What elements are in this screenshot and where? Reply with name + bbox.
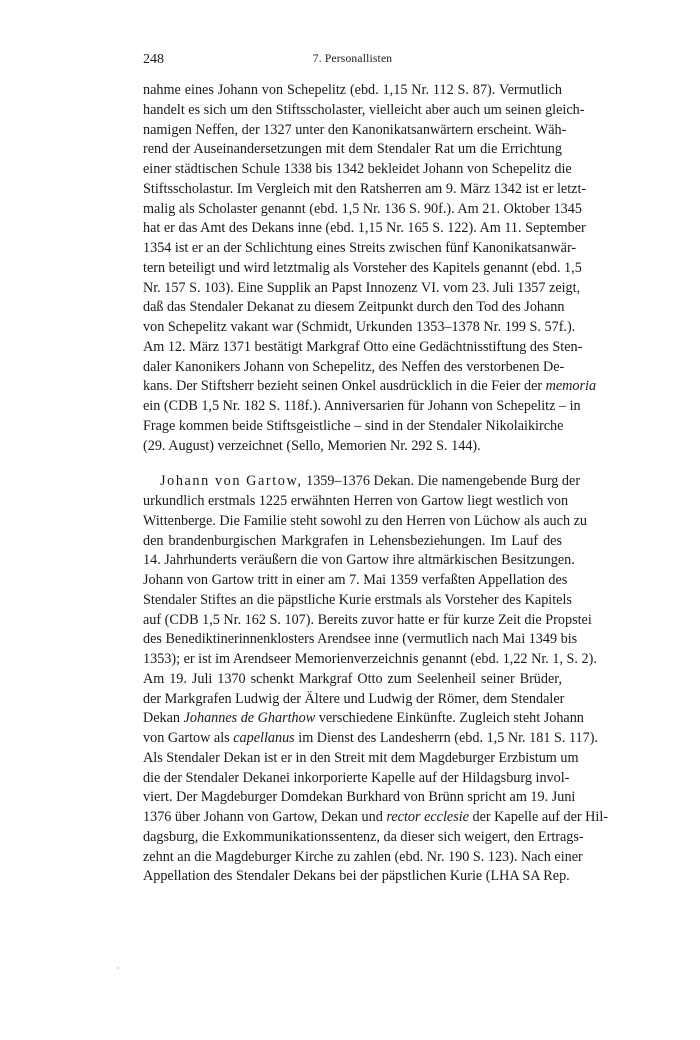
text-line bbox=[143, 377, 597, 397]
text-line: Als Stendaler Dekan ist er in den Streit mit dem Magdeburger Erzbistum um bbox=[143, 749, 579, 766]
text-line bbox=[143, 709, 584, 729]
text-segment: der Kapelle auf der Hil- bbox=[468, 809, 609, 825]
text-line: einer städtischen Schule 1338 bis 1342 bekleidet Johann von Schepelitz die bbox=[143, 161, 572, 177]
text-line: von Schepelitz vakant war (Schmidt, Urkunden 1353–1378 Nr. 199 S. 57f.). bbox=[143, 319, 576, 335]
text-line: (29. August) verzeichnet (Sello, Memorien Nr. 292 S. 144). bbox=[143, 437, 481, 454]
text-line: Stendaler Stiftes an die päpstliche Kurie erstmals als Vorsteher des Kapitels bbox=[143, 591, 572, 608]
text-line: Appellation des Stendaler Dekans bei der päpstlichen Kurie (LHA SA Rep. bbox=[143, 868, 570, 885]
text-line: den brandenburgischen Markgrafen in Lehensbeziehungen. Im Lauf des bbox=[143, 532, 562, 549]
italic-term: rector ecclesie bbox=[386, 809, 469, 825]
text-line: 1353); er ist im Arendseer Memorienverzeichnis genannt (ebd. 1,22 Nr. 1, S. 2). bbox=[143, 651, 597, 667]
text-line: dagsburg, die Exkommunikationssentenz, da dieser sich weigert, den Ertrags- bbox=[143, 828, 584, 845]
running-head: 7. Personallisten bbox=[312, 53, 393, 65]
paragraph-gartow bbox=[143, 472, 609, 887]
text-line: hat er das Amt des Dekans inne (ebd. 1,15 Nr. 165 S. 122). Am 11. September bbox=[143, 220, 586, 237]
text-line: der Markgrafen Ludwig der Ältere und Ludwig der Römer, dem Stendaler bbox=[143, 690, 565, 707]
text-line: zehnt an die Magdeburger Kirche zu zahlen (ebd. Nr. 190 S. 123). Nach einer bbox=[143, 848, 583, 865]
text-line: daß das Stendaler Dekanat zu diesem Zeitpunkt durch den Tod des Johann bbox=[143, 299, 565, 316]
margin-speck bbox=[117, 967, 119, 969]
text-line: Wittenberge. Die Familie steht sowohl zu den Herren von Lüchow als auch zu bbox=[143, 512, 587, 529]
page-header bbox=[143, 52, 562, 70]
text-segment: von Gartow als bbox=[143, 730, 234, 746]
text-line: auf (CDB 1,5 Nr. 162 S. 107). Bereits zuvor hatte er für kurze Zeit die Propstei bbox=[143, 611, 592, 628]
text-line: viert. Der Magdeburger Domdekan Burkhard von Brünn spricht am 19. Juni bbox=[143, 789, 576, 806]
text-line: Nr. 157 S. 103). Eine Supplik an Papst Innozenz VI. vom 23. Juli 1357 zeigt, bbox=[143, 279, 581, 296]
text-line bbox=[143, 729, 598, 749]
italic-term: capellanus bbox=[233, 730, 295, 746]
entry-name: Johann von Gartow, bbox=[160, 473, 303, 490]
text-line: Am 12. März 1371 bestätigt Markgraf Otto eine Gedächtnisstiftung des Sten- bbox=[143, 338, 583, 355]
text-line: urkundlich erstmals 1225 erwähnten Herren von Gartow liegt westlich von bbox=[143, 493, 569, 509]
paragraph-schepelitz bbox=[143, 81, 597, 456]
text-segment: 1359–1376 Dekan. Die namengebende Burg der bbox=[302, 473, 581, 490]
text-segment: 1376 über Johann von Gartow, Dekan und bbox=[143, 809, 387, 825]
text-line: handelt es sich um den Stiftsscholaster, vielleicht aber auch um seinen gleich- bbox=[143, 101, 585, 118]
text-line: 1354 ist er an der Schlichtung eines Streits zwischen fünf Kanonikatsanwär- bbox=[143, 240, 577, 256]
text-line: Johann von Gartow tritt in einer am 7. Mai 1359 verfaßten Appellation des bbox=[143, 572, 568, 588]
text-line: daler Kanonikers Johann von Schepelitz, des Neffen des verstorbenen De- bbox=[143, 358, 565, 375]
text-segment: kans. Der Stiftsherr bezieht seinen Onkel ausdrücklich in die Feier der bbox=[143, 378, 543, 395]
text-segment: im Dienst des Landesherrn (ebd. 1,5 Nr. 181 S. 117). bbox=[294, 730, 598, 746]
body-text bbox=[143, 81, 609, 887]
text-line bbox=[143, 472, 581, 492]
text-segment: Dekan bbox=[143, 710, 184, 727]
text-line: rend der Auseinandersetzungen mit dem Stendaler Rat um die Errichtung bbox=[143, 141, 562, 158]
text-line: nahme eines Johann von Schepelitz (ebd. 1,15 Nr. 112 S. 87). Vermutlich bbox=[143, 82, 562, 98]
text-line: ein (CDB 1,5 Nr. 182 S. 118f.). Anniversarien für Johann von Schepelitz – in bbox=[143, 398, 581, 414]
page-number: 248 bbox=[143, 52, 164, 67]
text-line: 14. Jahrhunderts veräußern die von Gartow ihre altmärkischen Besitzungen. bbox=[143, 552, 575, 569]
text-line: tern beteiligt und wird letztmalig als Vorsteher des Kapitels genannt (ebd. 1,5 bbox=[143, 259, 582, 276]
text-line: Am 19. Juli 1370 schenkt Markgraf Otto zum Seelenheil seiner Brüder, bbox=[143, 670, 562, 687]
text-segment: verschiedene Einkünfte. Zugleich steht Johann bbox=[315, 710, 584, 727]
text-line: malig als Scholaster genannt (ebd. 1,5 Nr. 136 S. 90f.). Am 21. Oktober 1345 bbox=[143, 200, 582, 217]
italic-term: Johannes de Gharthow bbox=[183, 710, 316, 727]
text-line: Frage kommen beide Stiftsgeistliche – sind in der Stendaler Nikolaikirche bbox=[143, 417, 564, 434]
italic-term: memoria bbox=[545, 378, 597, 395]
text-line bbox=[143, 808, 609, 828]
paragraph-gap bbox=[143, 456, 562, 472]
text-line: die der Stendaler Dekanei inkorporierte Kapelle auf der Hildagsburg invol- bbox=[143, 769, 570, 786]
text-line: des Benediktinerinnenklosters Arendsee inne (vermutlich nach Mai 1349 bis bbox=[143, 631, 578, 648]
text-line: namigen Neffen, der 1327 unter den Kanonikatsanwärtern erscheint. Wäh- bbox=[143, 121, 567, 138]
text-line: Stiftsscholastur. Im Vergleich mit den Ratsherren am 9. März 1342 ist er letzt- bbox=[143, 180, 587, 197]
